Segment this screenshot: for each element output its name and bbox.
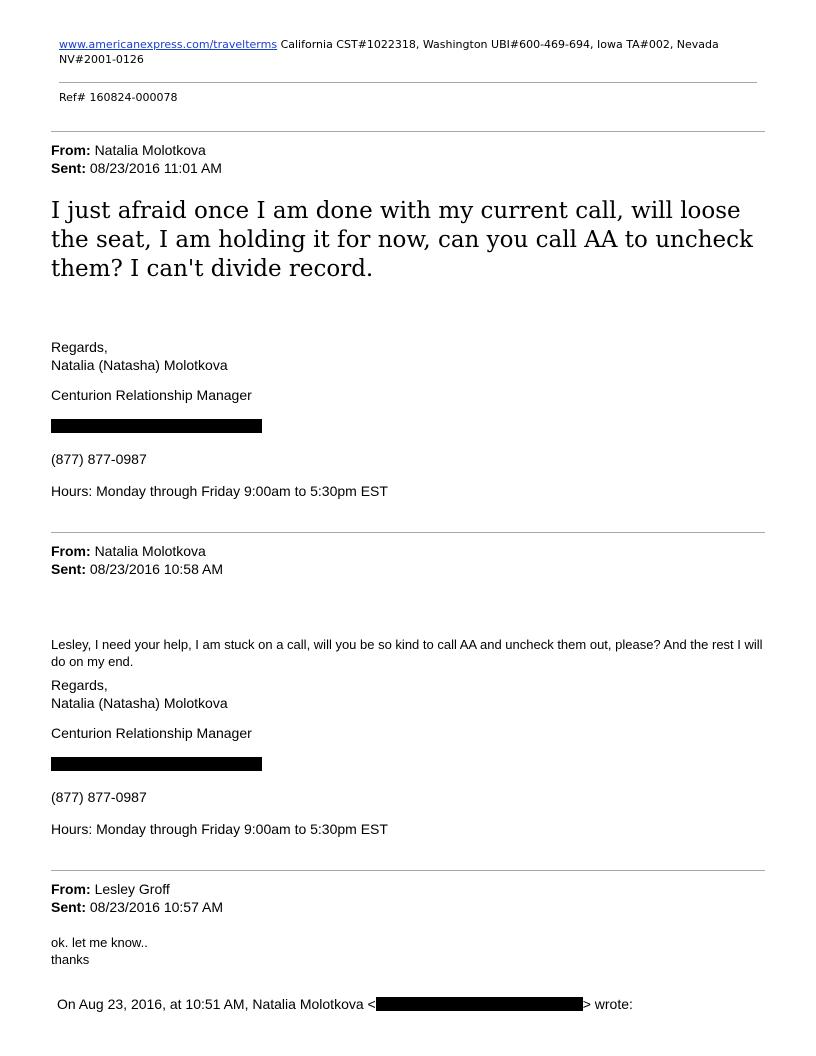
email-header (51, 141, 222, 177)
redaction-bar (51, 419, 262, 433)
email-header (51, 542, 223, 578)
email-body (51, 934, 148, 968)
header-registration-line (59, 37, 749, 67)
sent-label: Sent: (51, 561, 86, 577)
sent-label: Sent: (51, 160, 86, 176)
email-header (51, 880, 223, 916)
email-divider (51, 131, 765, 132)
signature-block (51, 338, 228, 374)
from-label: From: (51, 543, 91, 559)
body-line: ok. let me know.. (51, 935, 148, 950)
registration-numbers: California CST#1022318, Washington UBI#600-469-694, Iowa TA#002, Nevada NV#2001-0126 (59, 38, 719, 66)
redaction-bar (51, 757, 262, 771)
signature-block (51, 676, 228, 712)
sent-date: 08/23/2016 11:01 AM (89, 160, 222, 176)
regards-text: Regards, (51, 339, 108, 355)
sent-date: 08/23/2016 10:57 AM (89, 899, 223, 915)
signature-hours: Hours: Monday through Friday 9:00am to 5:30pm EST (51, 821, 388, 837)
sent-date: 08/23/2016 10:58 AM (89, 561, 223, 577)
redaction-bar (376, 997, 583, 1011)
header-divider (59, 82, 757, 83)
signature-title: Centurion Relationship Manager (51, 725, 252, 741)
signature-phone: (877) 877-0987 (51, 789, 147, 805)
travel-terms-link[interactable]: www.americanexpress.com/travelterms (59, 38, 278, 51)
sender-name: Lesley Groff (94, 881, 170, 897)
email-body: I just afraid once I am done with my current call, will loose the seat, I am holding it for now, can you call AA to uncheck them? I can't divide record. (51, 198, 753, 282)
quote-prefix: On Aug 23, 2016, at 10:51 AM, Natalia Molotkova < (57, 996, 376, 1012)
reference-number: Ref# 160824-000078 (59, 91, 178, 104)
quote-suffix: > wrote: (582, 996, 633, 1012)
signature-name: Natalia (Natasha) Molotkova (51, 695, 228, 711)
sent-label: Sent: (51, 899, 86, 915)
email-divider (51, 532, 765, 533)
from-label: From: (51, 142, 91, 158)
sender-name: Natalia Molotkova (94, 543, 206, 559)
from-label: From: (51, 881, 91, 897)
quoted-header (57, 995, 633, 1013)
email-divider (51, 870, 765, 871)
sender-name: Natalia Molotkova (94, 142, 206, 158)
regards-text: Regards, (51, 677, 108, 693)
signature-hours: Hours: Monday through Friday 9:00am to 5:30pm EST (51, 483, 388, 499)
body-line: thanks (51, 952, 90, 967)
signature-name: Natalia (Natasha) Molotkova (51, 357, 228, 373)
email-body: Lesley, I need your help, I am stuck on a call, will you be so kind to call AA and uncheck them out, please? And the rest I will do on my end. (51, 637, 763, 669)
signature-title: Centurion Relationship Manager (51, 387, 252, 403)
signature-phone: (877) 877-0987 (51, 451, 147, 467)
